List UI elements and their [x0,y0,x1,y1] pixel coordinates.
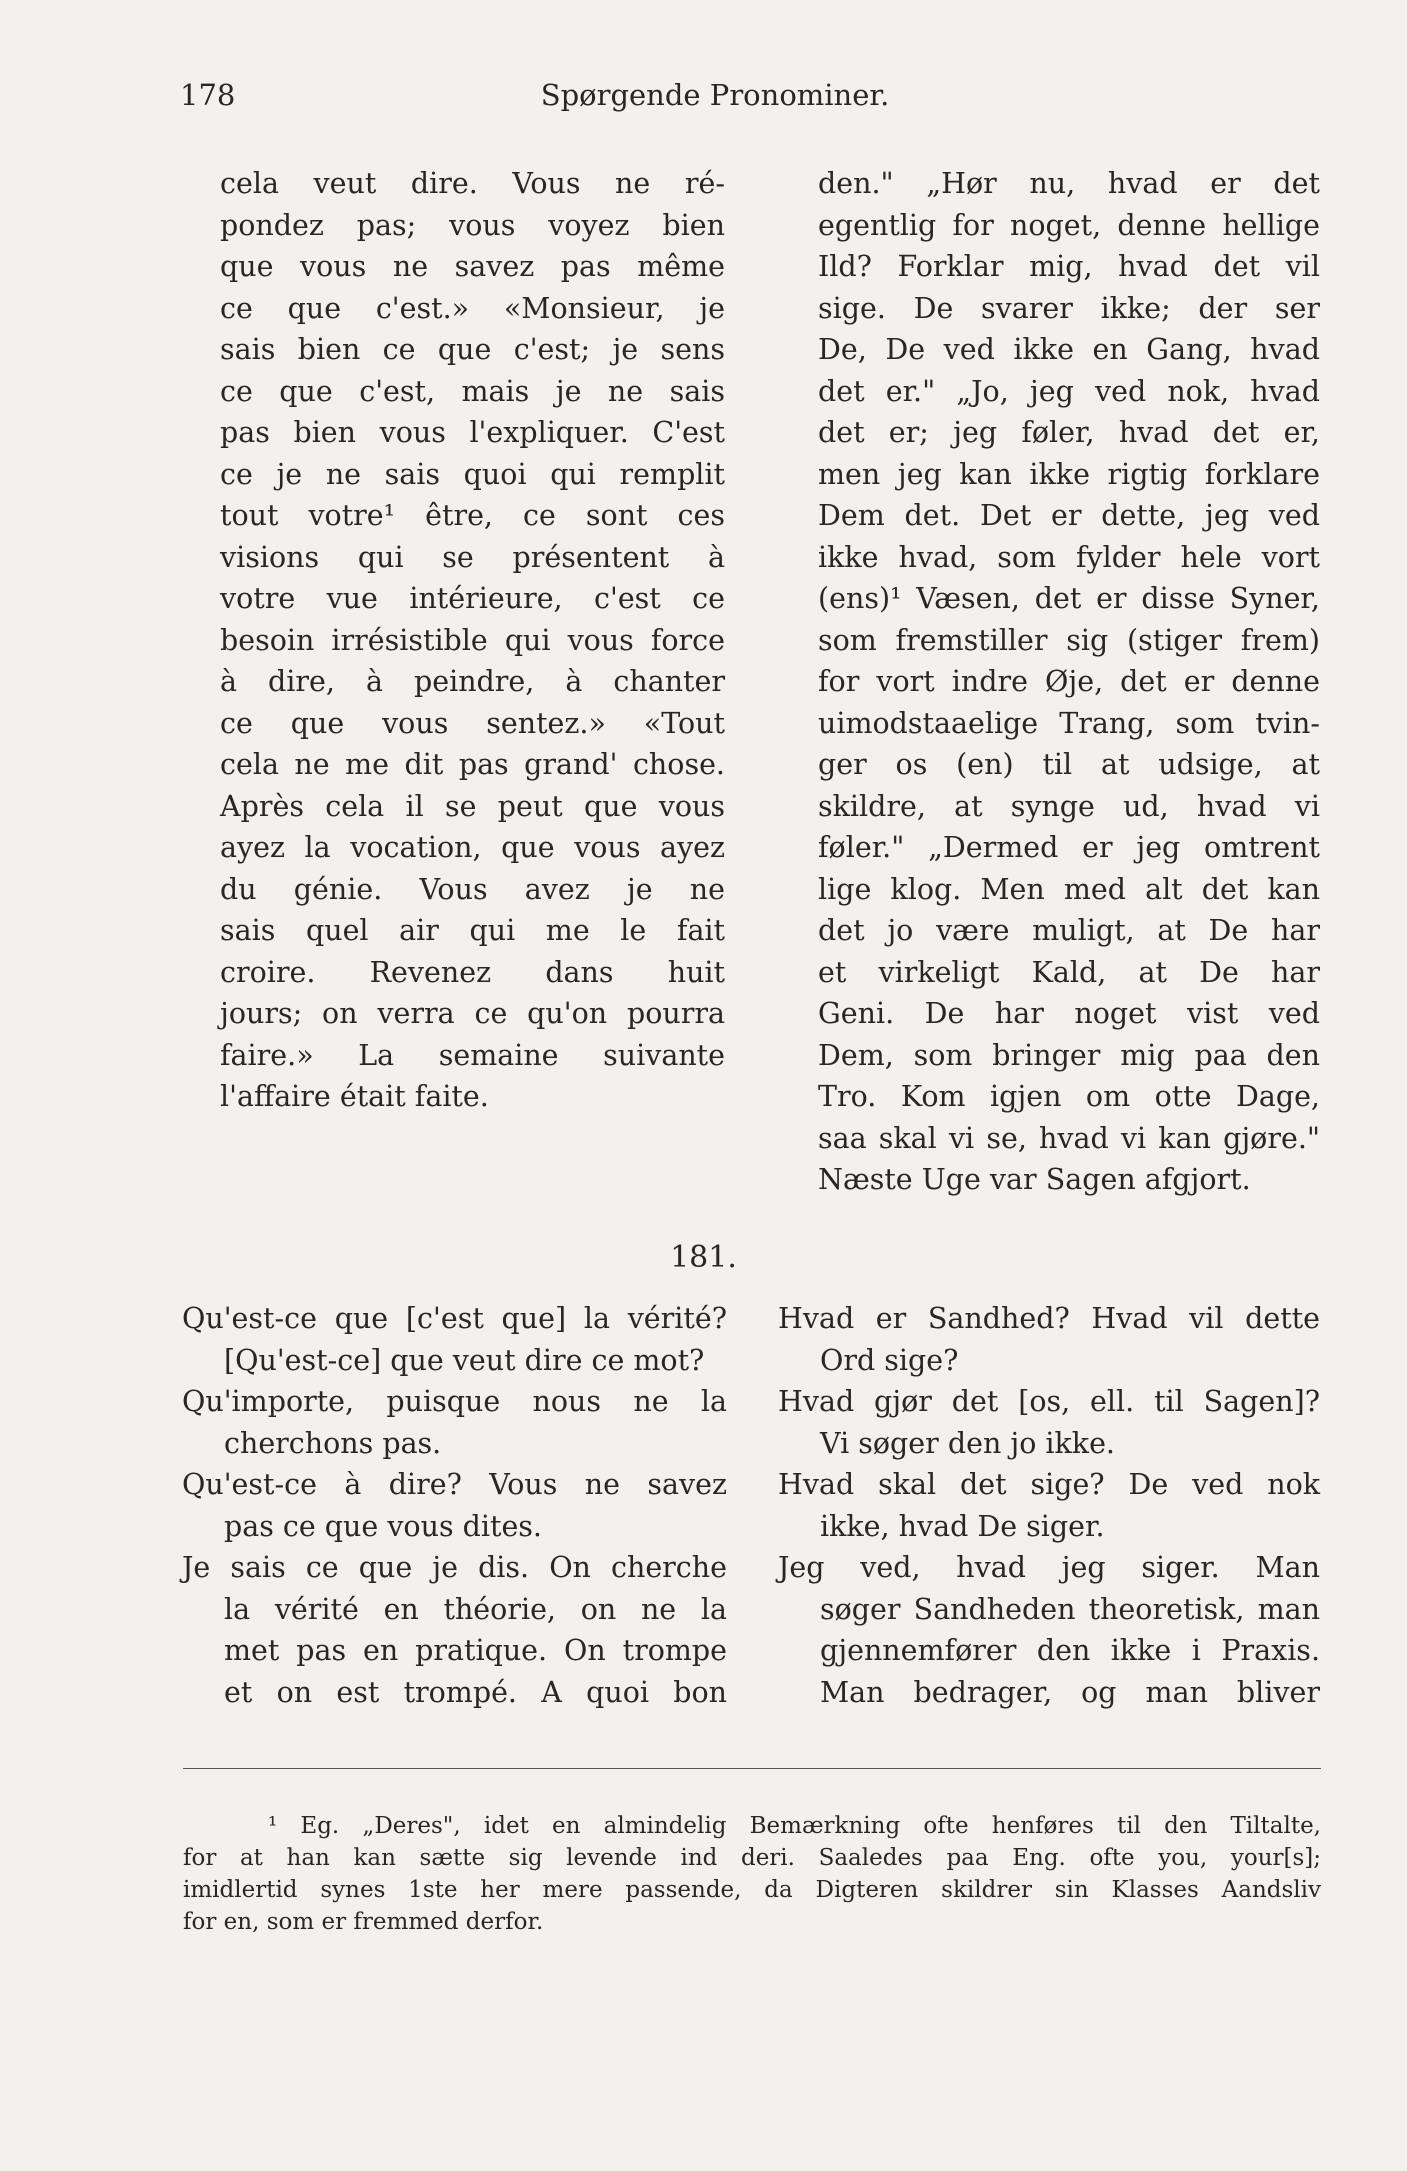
danish-text-column-top [818,163,1320,1201]
page-number: 178 [180,78,236,112]
running-head: Spørgende Pronominer. [540,78,890,112]
french-text-line: cela veut dire. Vous ne ré- [220,167,725,200]
danish-text-line: sige. De svarer ikke; der ser [818,291,1320,325]
french-entry-first-line: Qu'importe, puisque nous ne la [182,1385,727,1418]
danish-text-line: saa skal vi se, hvad vi kan gjøre." [818,1121,1320,1155]
danish-text-line: føler." „Dermed er jeg omtrent [818,831,1320,864]
danish-entry-continuation-line: søger Sandheden theoretisk, man [820,1592,1320,1626]
french-entry-first-line: Qu'est-ce à dire? Vous ne savez [182,1468,727,1501]
danish-entry-first-line: Hvad skal det sige? De ved nok [778,1468,1320,1501]
danish-entry-continuation-line: Man bedrager, og man bliver [820,1675,1320,1709]
danish-text-line: (ens)¹ Væsen, det er disse Syner, [818,582,1320,615]
french-text-line: besoin irrésistible qui vous force [220,623,725,657]
french-entry [182,1298,727,1381]
danish-text-column-bottom [778,1298,1320,1713]
danish-entry-first-line: Jeg ved, hvad jeg siger. Man [778,1551,1320,1584]
french-entry [182,1381,727,1464]
french-entry-continuation-line: cherchons pas. [224,1426,442,1460]
french-text-line: ce que vous sentez.» «Tout [220,706,725,740]
french-text-line: ce que c'est.» «Monsieur, je [220,291,725,325]
danish-text-line: skildre, at synge ud, hvad vi [818,789,1320,823]
danish-entry [778,1547,1320,1713]
french-entry [182,1464,727,1547]
french-text-line: ce je ne sais quoi qui remplit [220,457,725,491]
french-entry-first-line: Qu'est-ce que [c'est que] la vérité? [182,1302,727,1335]
danish-text-line: Geni. De har noget vist ved [818,997,1320,1030]
danish-text-line: uimodstaaelige Trang, som tvin- [818,706,1320,740]
french-text-line: tout votre¹ être, ce sont ces [220,499,725,532]
danish-entry [778,1381,1320,1464]
danish-text-line: Dem det. Det er dette, jeg ved [818,499,1320,532]
danish-entry [778,1464,1320,1547]
danish-text-line: det er." „Jo, jeg ved nok, hvad [818,374,1320,408]
french-entry-continuation-line: [Qu'est-ce] que veut dire ce mot? [224,1343,705,1377]
french-text-line: sais bien ce que c'est; je sens [220,333,725,366]
footnote-divider [183,1768,1321,1769]
danish-entry [778,1298,1320,1381]
french-text-column-bottom [182,1298,727,1713]
french-text-line: votre vue intérieure, c'est ce [220,582,725,615]
danish-text-line: som fremstiller sig (stiger frem) [818,623,1320,657]
danish-entry-continuation-line: gjennemfører den ikke i Praxis. [820,1634,1320,1667]
danish-text-line: ger os (en) til at udsige, at [818,748,1320,781]
french-entry-first-line: Je sais ce que je dis. On cherche [182,1551,727,1584]
danish-text-line: egentlig for noget, denne hellige [818,208,1320,242]
footnote-line: imidlertid synes 1ste her mere passende, da Digteren skildrer sin Klasses Aandsliv [183,1877,1321,1903]
french-entry [182,1547,727,1713]
french-entry-continuation-line: et on est trompé. A quoi bon [224,1675,727,1709]
french-text-line: sais quel air qui me le fait [220,914,725,947]
danish-text-line: den." „Hør nu, hvad er det [818,167,1320,200]
danish-text-line: Tro. Kom igjen om otte Dage, [818,1080,1320,1113]
french-text-line: pas bien vous l'expliquer. C'est [220,416,725,449]
french-entry-continuation-line: la vérité en théorie, on ne la [224,1592,727,1626]
french-text-line: à dire, à peindre, à chanter [220,665,725,698]
footnote [183,1810,1321,1938]
danish-text-line: det jo være muligt, at De har [818,914,1320,947]
danish-text-line: for vort indre Øje, det er denne [818,665,1320,698]
danish-text-line: Dem, som bringer mig paa den [818,1038,1320,1072]
danish-text-line: men jeg kan ikke rigtig forklare [818,457,1320,491]
french-text-line: jours; on verra ce qu'on pourra [220,997,725,1030]
french-text-line: faire.» La semaine suivante [220,1038,725,1072]
french-entry-continuation-line: met pas en pratique. On trompe [224,1634,727,1667]
danish-text-line: et virkeligt Kald, at De har [818,955,1320,989]
danish-text-line: lige klog. Men med alt det kan [818,872,1320,906]
french-text-line: croire. Revenez dans huit [220,955,725,989]
french-text-line: ayez la vocation, que vous ayez [220,831,725,864]
danish-text-line: ikke hvad, som fylder hele vort [818,540,1320,574]
danish-text-line: Næste Uge var Sagen afgjort. [818,1163,1251,1196]
footnote-line: for at han kan sætte sig levende ind deri. Saaledes paa Eng. ofte you, your[s]; [183,1845,1321,1871]
danish-text-line: Ild? Forklar mig, hvad det vil [818,250,1320,283]
french-text-line: que vous ne savez pas même [220,250,725,283]
footnote-line: ¹ Eg. „Deres", idet en almindelig Bemærkning ofte henføres til den Tiltalte, [268,1813,1321,1839]
danish-text-line: De, De ved ikke en Gang, hvad [818,333,1320,366]
danish-entry-first-line: Hvad gjør det [os, ell. til Sagen]? [778,1385,1320,1418]
french-text-line: du génie. Vous avez je ne [220,872,725,906]
footnote-line: for en, som er fremmed derfor. [183,1909,544,1935]
danish-entry-first-line: Hvad er Sandhed? Hvad vil dette [778,1302,1320,1335]
danish-text-line: det er; jeg føler, hvad det er, [818,416,1320,449]
french-text-line: visions qui se présentent à [220,540,725,574]
french-text-line: l'affaire était faite. [220,1080,489,1113]
french-text-column-top [220,163,725,1118]
french-text-line: cela ne me dit pas grand' chose. [220,748,725,781]
section-number: 181. [670,1240,737,1275]
french-text-line: Après cela il se peut que vous [220,789,725,823]
page-header [180,78,1250,118]
danish-entry-continuation-line: Vi søger den jo ikke. [820,1426,1115,1460]
danish-entry-continuation-line: ikke, hvad De siger. [820,1509,1105,1543]
french-entry-continuation-line: pas ce que vous dites. [224,1509,542,1543]
french-text-line: pondez pas; vous voyez bien [220,208,725,242]
french-text-line: ce que c'est, mais je ne sais [220,374,725,408]
danish-entry-continuation-line: Ord sige? [820,1343,959,1377]
